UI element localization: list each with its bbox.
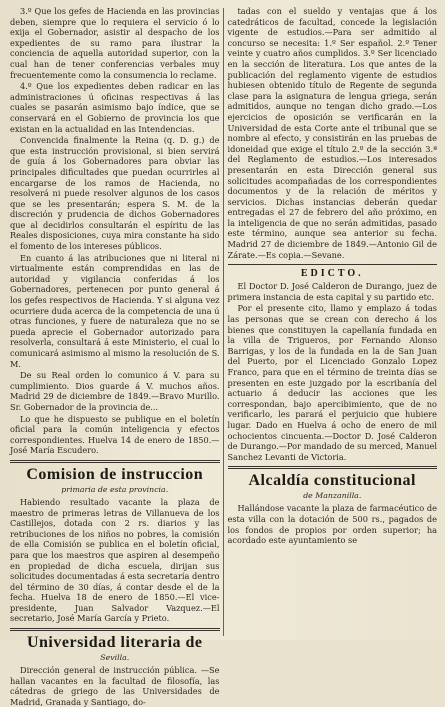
paragraph: Dirección general de instrucción pública. —Se hallan vacantes en la facultad de filosofía, las cátedras de griego de las Universidades de Madrid, Granada y Santiago, do-: [10, 665, 220, 707]
paragraph: De su Real orden lo comunico á V. para su cumplimiento. Dios guarde á V. muchos años. Madrid 29 de diciembre de 1849.—Bravo Murillo. Sr. Gobernador de la provincia de...: [10, 370, 220, 412]
paragraph: El Doctor D. José Calderon de Durango, juez de primera instancia de esta capital y su partido etc.: [227, 281, 437, 302]
paragraph: 3.º Que los gefes de Hacienda en las provincias deben, siempre que lo requiera el servicio ó lo exija el Gobernador, asistir al despacho de los expedientes de su ramo para ilustrar la conciencia de aquella autoridad superior, con la cual han de tener conferencias verbales muy frecuentemente como la consumencia lo reclame.: [10, 6, 220, 80]
section-rule: [228, 264, 438, 265]
paragraph: Habiendo resultado vacante la plaza de maestro de primeras letras de Villanueva de los Castillejos, dotada con 2 rs. diarios y las retribuciones de los niños no pobres, la comisión de ella Comisión se publica en el boletín oficial, para que los maestros que aspiren al desempeño en propiedad de dicha escuela, dirijan sus solicitudes documentadas á esta secretaría dentro del término de 30 días, á contar desde el de la fecha. Huelva 18 de enero de 1850.—El vice-presidente, Juan Salvador Vazquez.—El secretario, José María García y Prieto.: [10, 496, 220, 624]
column-divider: [223, 8, 224, 636]
paragraph: Convencida finalmente la Reina (q. D. g.) de que esta instrucción provisional, si bien servirá de guía á los Gobernadores para obviar las principales dificultades que puedan ocurrirles al encargarse de los ramos de Hacienda, no resolverá ni puede resolver algunos de los casos que se les presentarán; espera S. M. de la discreción y prudencia de dichos Gobernadores que al decidirlos consultarán el espíritu de las Reales disposiciones, cuya mira constante ha sido el fomento de los intereses públicos.: [10, 135, 220, 252]
section-heading-universidad: Universidad literaria de: [26, 634, 203, 652]
section-heading-alcaldia: Alcaldía constitucional: [248, 472, 416, 490]
paragraph: En cuanto á las atribuciones que ni literal ni virtualmente están comprendidas en las de autoridad y vigilancia conferidas á los Gobernadores, pertenecen por punto general á los gefes respectivos de Hacienda. Y si alguna vez ocurriere duda acerca de la competencia de una ú otras funciones, y fuere de naturaleza que no se pueda aprecie el Gobernador autorizado para resolverla, consultará á este Ministerio, el cual lo comunicará asimismo al mismo la resolución de S. M.: [10, 252, 220, 369]
section-subheading: de Manzanilla.: [303, 491, 362, 501]
paragraph: tadas con el sueldo y ventajas que á los catedráticos de facultad, concede la legislación vigente de estudios.—Para ser admitido al concurso se necesita: 1.º Ser español. 2.º Tener veinte y cuatro años cumplidos. 3.º Ser licenciado en la sección de literatura. Los que antes de la publicación del reglamento vigente de estudios hubiesen obtenido título de Regente de segunda clase para la asignatura de lengua griega, serán admitidos, aunque no tengan dicho grado.—Los ejercicios de oposición se verificarán en la Universidad de esta Corte ante el tribunal que se nombre al efecto, y consistirán en las pruebas de idoneidad que exige el título 2.º de la sección 3.ª del Reglamento de estudios.—Los interesados presentarán en esta Dirección general sus solicitudes acompañadas de los correspondientes documentos y de la relación de méritos y servicios. Dichas instancias deberán quedar entregadas el 27 de febrero del año próximo, en la inteligencia de que no serán admitidas, pasado este término, aunque sea anterior su fecha. Madrid 27 de diciembre de 1849.—Antonio Gil de Zárate.—Es copia.—Sevane.: [227, 6, 437, 260]
right-column: [228, 6, 438, 636]
paragraph: Por el presente cito, llamo y emplazo á todas las personas que se crean con derecho á los bienes que constituyen la capellanía fundada en la villa de Trigueros, por Fernando Alonso Barrigas, y los de la fundada en la de San Juan del Puerto, por el Licenciado Gonzalo Lopez Franco, para que en el término de treinta días se presenten en este juzgado por la escribanía del actuario á deducir las acciones que les correspondan, bajo apercibimiento, que de no verificarlo, les parará el perjuicio que hubiere lugar. Dado en Huelva á ocho de enero de mil ochocientos cincuenta.—Doctor D. José Calderon de Durango.—Por mandado de su merced, Manuel Sanchez Levanti de Victoria.: [227, 303, 437, 462]
section-subheading: Sevilla.: [100, 653, 130, 663]
section-rule: [10, 628, 220, 631]
paragraph: 4.º Que los expedientes deben radicar en las administraciones ú oficinas respectivas á las cuales se pasarán asimismo bajo índice, que se conservará en el Gobierno de provincia los que existan en la actualidad en las Intendencias.: [10, 81, 220, 134]
section-subheading: primaria de esta provincia.: [61, 484, 169, 494]
section-rule: [228, 466, 438, 469]
section-rule: [10, 460, 220, 463]
section-heading-edicto: EDICTO.: [300, 268, 364, 280]
paragraph: Hallándose vacante la plaza de farmacéutico de esta villa con la dotación de 500 rs., pagados de los fondos de propios por orden superior; ha acordado este ayuntamiento se: [227, 503, 437, 546]
paragraph: Lo que he dispuesto se publique en el boletín oficial para la común inteligencia y efectos correspondientes. Huelva 14 de enero de 1850.—José María Escudero.: [10, 413, 220, 456]
section-heading-instruccion: Comision de instruccion: [26, 465, 204, 483]
left-column: [10, 6, 220, 707]
